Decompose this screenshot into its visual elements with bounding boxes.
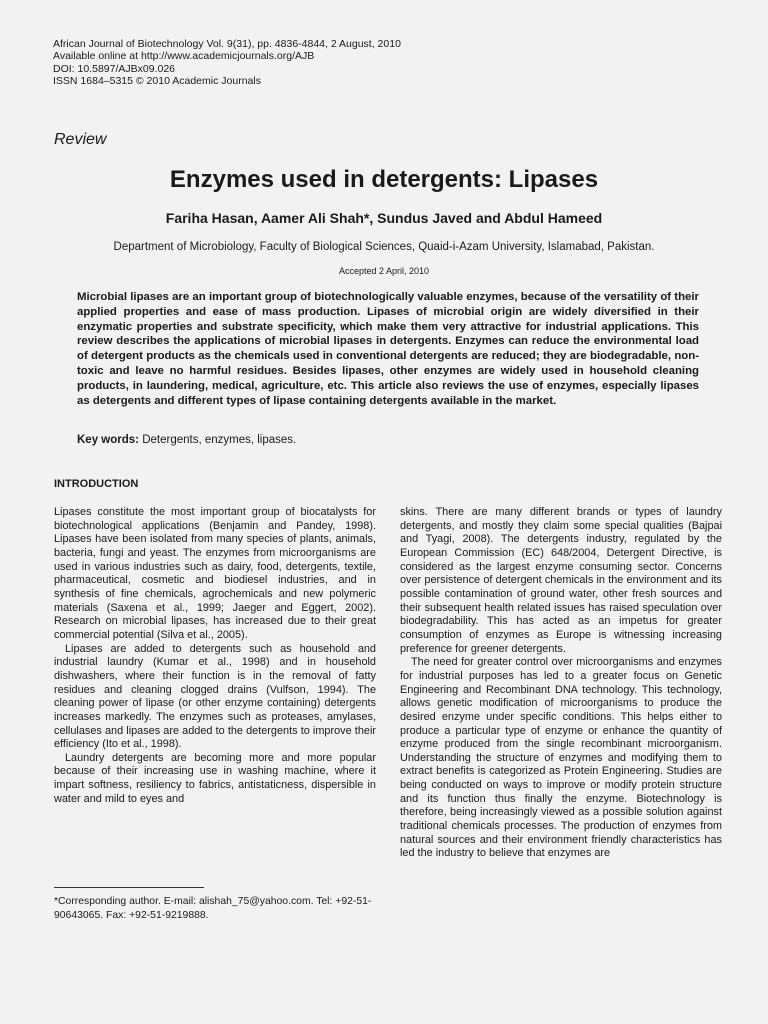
paragraph: The need for greater control over microorganisms and enzymes for industrial purposes has led to a greater focus on Genetic Engineering and Recombinant DNA technology. This technology, allows genetic modification of microorganisms to produce the desired enzyme under specific conditions. This helps either to produce a particular type of enzyme or enhance the quantity of enzyme produced from the single recombinant microorganism. Understanding the structure of enzymes and modifying them to extract benefits is categorized as Protein Engineering. Studies are being conducted on ways to improve or modify protein structure and its function thus finally the enzyme. Biotechnology is therefore, being increasingly viewed as a possible solution against traditional chemicals processes. The production of enzymes from natural sources and their environment friendly characteristics has led the industry to believe that enzymes are — [400, 656, 722, 860]
article-title: Enzymes used in detergents: Lipases — [169, 166, 599, 193]
accepted-date: Accepted 2 April, 2010 — [338, 266, 430, 276]
abstract: Microbial lipases are an important group of biotechnologically valuable enzymes, because of the versatility of their applied properties and ease of mass production. Lipases of microbial origin are widely diversified in their enzymatic properties and substrate specificity, which make them very attractive for industrial applications. This review describes the applications of microbial lipases in detergents. Enzymes can reduce the environmental load of detergent products as the chemicals used in conventional detergents are reduced; they are biodegradable, non-toxic and leave no harmful residues. Besides lipases, other enzymes are widely used in household cleaning products, in laundering, medical, agriculture, etc. This article also reviews the use of enzymes, especially lipases as detergents and different types of lipase containing detergents available in the market. — [77, 291, 699, 407]
right-column — [400, 506, 722, 861]
paragraph: Laundry detergents are becoming more and more popular because of their increasing use in washing machine, where it impart softness, resiliency to fabrics, antistaticness, dispersible in water and mild to eyes and — [54, 751, 376, 805]
journal-header — [53, 38, 401, 88]
article-type-label: Review — [54, 131, 107, 148]
footnote-divider — [54, 887, 204, 888]
doi: DOI: 10.5897/AJBx09.026 — [53, 62, 175, 75]
journal-url: Available online at http://www.academicjournals.org/AJB — [53, 50, 315, 63]
journal-citation: African Journal of Biotechnology Vol. 9(31), pp. 4836-4844, 2 August, 2010 — [53, 38, 401, 50]
corresponding-author-footnote: *Corresponding author. E-mail: alishah_75@yahoo.com. Tel: +92-51-90643065. Fax: +92-51-9219888. — [54, 896, 372, 921]
author-list: Fariha Hasan, Aamer Ali Shah*, Sundus Javed and Abdul Hameed — [165, 210, 603, 226]
paragraph: Lipases constitute the most important group of biocatalysts for biotechnological applications (Benjamin and Pandey, 1998). Lipases have been isolated from many species of plants, animals, bacteria, fungi and yeast. The enzymes from microorganisms are used in various industries such as dairy, food, detergents, textile, pharmaceutical, cosmetic and biodiesel industries, and in synthesis of fine chemicals, agrochemicals and new polymeric materials (Saxena et al., 1999; Jaeger and Eggert, 2002). Research on microbial lipases, has increased due to their great commercial potential (Silva et al., 2005). — [54, 506, 376, 641]
keywords — [77, 434, 296, 446]
keywords-text: Detergents, enzymes, lipases. — [139, 434, 297, 446]
left-column — [54, 506, 376, 806]
section-heading-introduction: INTRODUCTION — [54, 478, 139, 490]
paragraph: skins. There are many different brands or types of laundry detergents, and mostly they claim some special qualities (Bajpai and Tyagi, 2008). The detergents industry, regulated by the European Commission (EC) 648/2004, Detergent Directive, is considered as the largest enzyme consuming sector. Concerns over persistence of detergent chemicals in the environment and its possible contamination of ground water, other fresh sources and their subsequent health related issues has raised speculation over biodegradability. This has acted as an impetus for greater consumption of enzymes as Europe is witnessing increasing preference for greener detergents. — [400, 506, 722, 655]
paragraph: Lipases are added to detergents such as household and industrial laundry (Kumar et al., 1998) and in household dishwashers, where their function is in the removal of fatty residues and cleaning clogged drains (Vulfson, 1994). The cleaning power of lipase (or other enzyme containing) detergents increases markedly. The enzymes such as proteases, amylases, cellulases and lipases are added to the detergents to improve their efficiency (Ito et al., 1998). — [54, 642, 376, 751]
issn: ISSN 1684–5315 © 2010 Academic Journals — [53, 75, 261, 88]
keywords-label: Key words: — [77, 434, 139, 446]
affiliation: Department of Microbiology, Faculty of Biological Sciences, Quaid-i-Azam University, Islamabad, Pakistan. — [113, 241, 655, 253]
